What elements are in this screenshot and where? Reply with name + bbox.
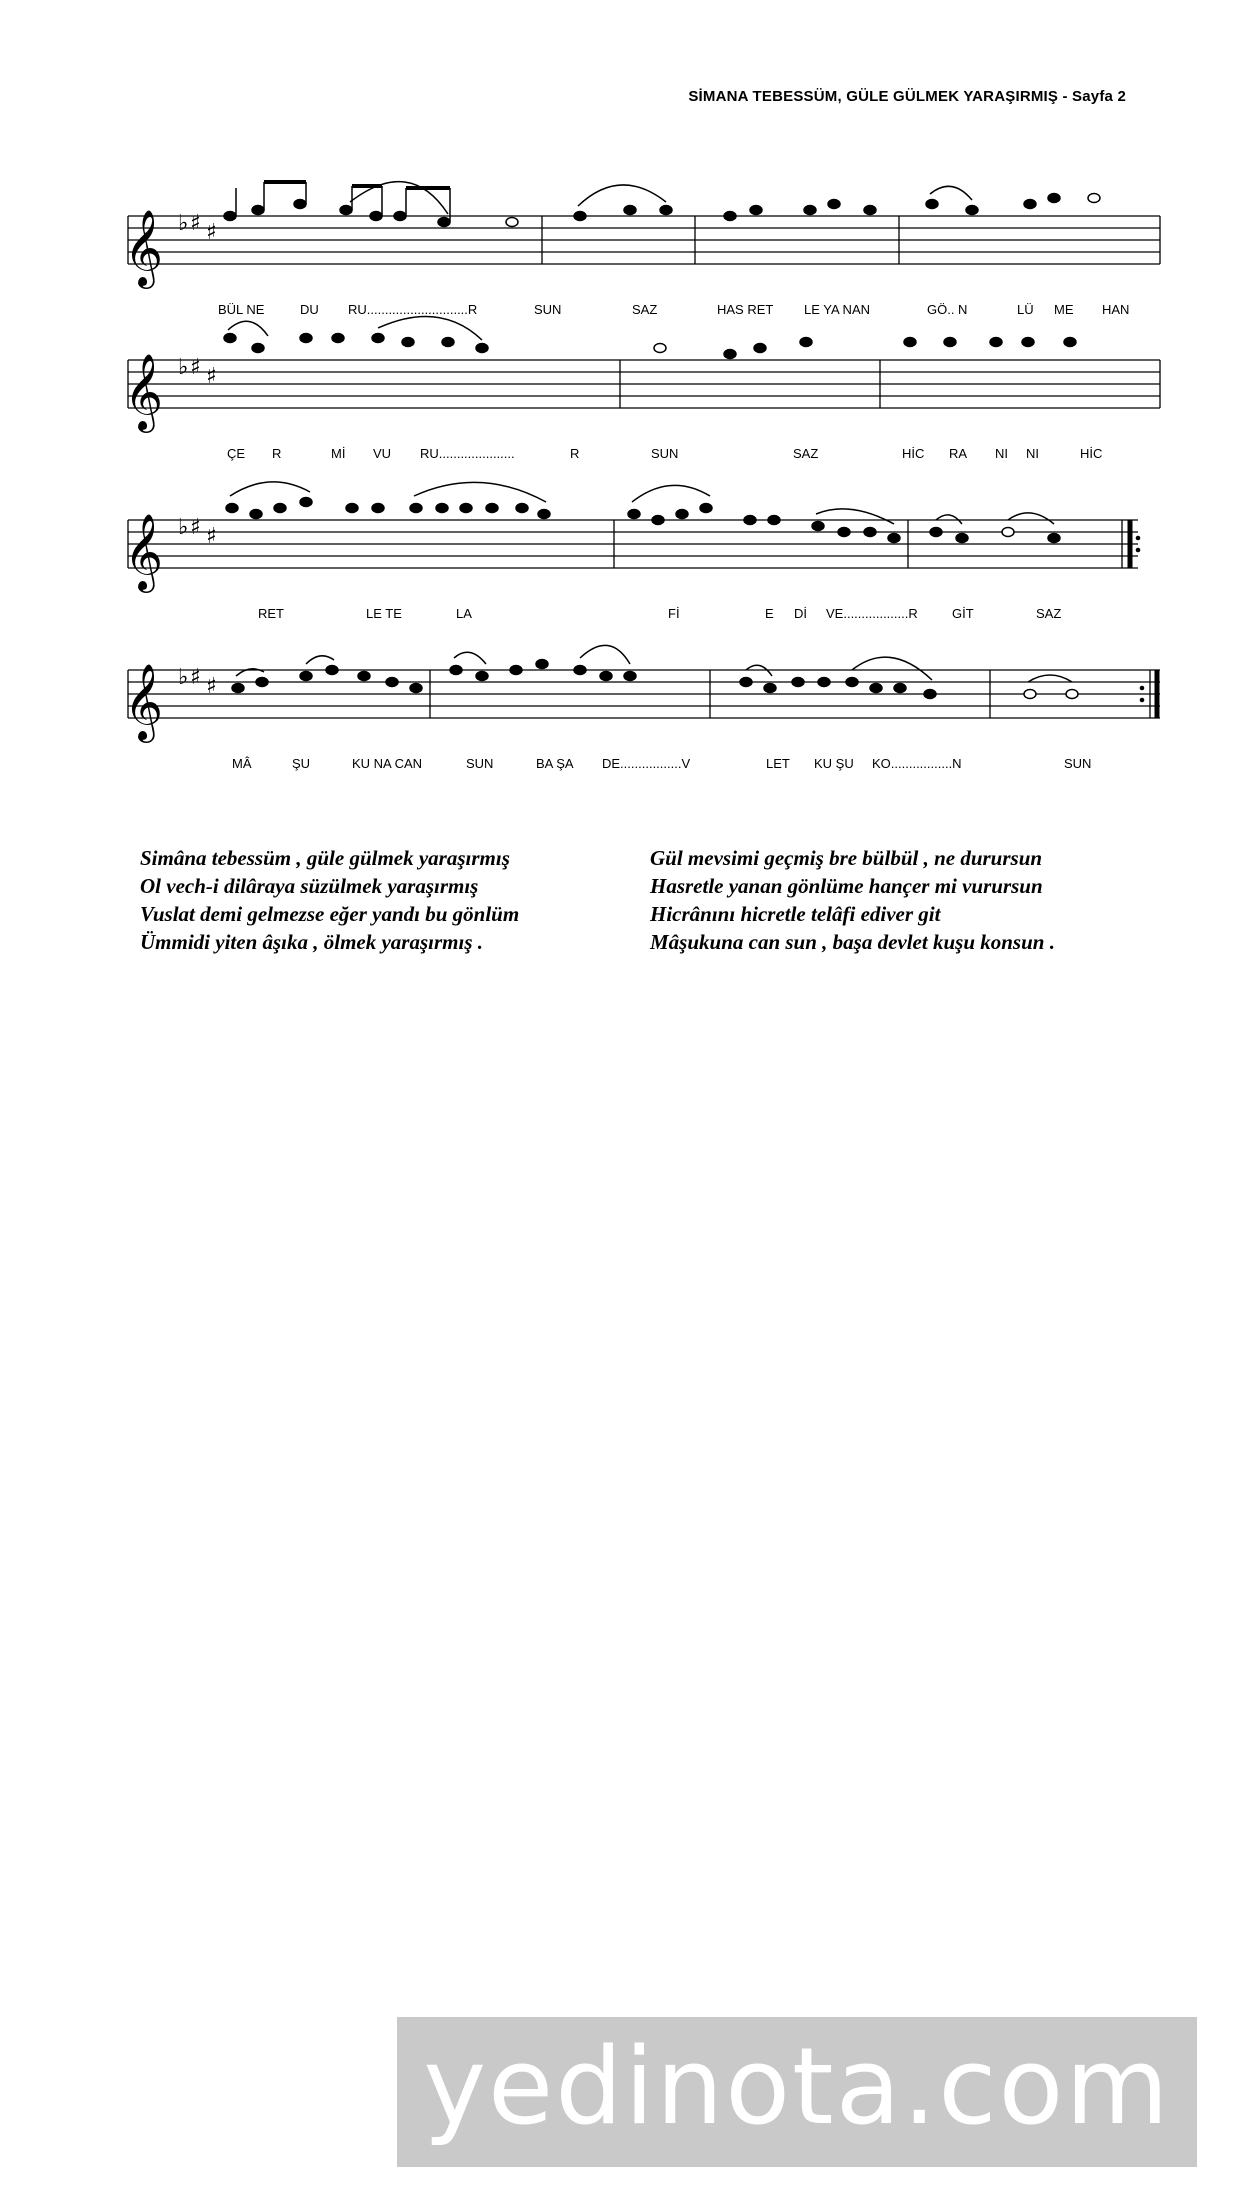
- staff-system-1: [110, 196, 1160, 317]
- lyric-syllable: SAZ: [632, 302, 658, 317]
- svg-text:♭: ♭: [178, 665, 189, 690]
- svg-text:♯: ♯: [190, 355, 201, 380]
- lyric-syllable: RA: [949, 446, 968, 461]
- lyric-syllable: SAZ: [793, 446, 819, 461]
- lyric-syllable: NI: [1026, 446, 1039, 461]
- svg-text:♯: ♯: [206, 364, 217, 389]
- lyric-syllable: RU.....................: [420, 446, 515, 461]
- svg-text:♯: ♯: [206, 674, 217, 699]
- lyric-syllable: SUN: [466, 756, 494, 771]
- music-staff-3: [110, 500, 1160, 610]
- lyric-syllable: Mİ: [331, 446, 346, 461]
- lyric-syllable: LA: [456, 606, 472, 621]
- lyric-syllable: DE.................V: [602, 756, 691, 771]
- lyric-syllable: RET: [258, 606, 284, 621]
- lyric-syllable: LE TE: [366, 606, 402, 621]
- lyric-syllable: MÂ: [232, 756, 252, 771]
- staff-system-4: [110, 650, 1160, 771]
- poem-line: Hasretle yanan gönlüme hançer mi vurursun: [650, 874, 1043, 898]
- lyrics-row-1: [110, 302, 1160, 320]
- svg-text:𝄞: 𝄞: [124, 513, 164, 590]
- lyric-syllable: ME: [1054, 302, 1074, 317]
- lyric-syllable: SUN: [534, 302, 562, 317]
- poem-line: Mâşukuna can sun , başa devlet kuşu konsun .: [650, 930, 1055, 954]
- lyrics-row-4: [110, 756, 1160, 774]
- lyric-syllable: HİC: [1080, 446, 1103, 461]
- poem-line: Ümmidi yiten âşıka , ölmek yaraşırmış .: [140, 930, 484, 954]
- lyric-syllable: RU............................R: [348, 302, 478, 317]
- lyric-syllable: KU NA CAN: [352, 756, 423, 771]
- lyrics-row-2: [110, 446, 1160, 464]
- lyric-syllable: LET: [766, 756, 790, 771]
- lyric-syllable: ÇE: [227, 446, 246, 461]
- svg-text:♭: ♭: [178, 211, 189, 236]
- svg-text:♭: ♭: [178, 515, 189, 540]
- lyric-syllable: HAS RET: [717, 302, 774, 317]
- lyric-syllable: E: [765, 606, 774, 621]
- svg-text:♯: ♯: [190, 515, 201, 540]
- lyric-syllable: DU: [300, 302, 319, 317]
- lyrics-row-3: [110, 606, 1160, 624]
- poem-right-column: [650, 844, 1055, 956]
- lyric-syllable: VE..................R: [826, 606, 918, 621]
- svg-text:𝄞: 𝄞: [124, 209, 164, 286]
- poem-left-column: [140, 844, 519, 956]
- svg-text:♯: ♯: [190, 665, 201, 690]
- svg-text:𝄞: 𝄞: [124, 663, 164, 740]
- lyric-syllable: NI: [995, 446, 1008, 461]
- poem-line: Simâna tebessüm , güle gülmek yaraşırmış: [140, 846, 510, 870]
- lyric-syllable: HAN: [1102, 302, 1130, 317]
- lyric-syllable: ŞU: [292, 756, 311, 771]
- site-watermark: [397, 2017, 1197, 2167]
- lyric-syllable: Dİ: [794, 606, 807, 621]
- lyric-syllable: KU ŞU: [814, 756, 854, 771]
- staff-system-2: [110, 340, 1160, 461]
- lyric-syllable: LÜ: [1017, 302, 1034, 317]
- music-staff-1: [110, 196, 1160, 306]
- lyric-syllable: BA ŞA: [536, 756, 574, 771]
- svg-text:♭: ♭: [178, 355, 189, 380]
- staff-system-3: [110, 500, 1160, 621]
- poem-line: Vuslat demi gelmezse eğer yandı bu gönlüm: [140, 902, 520, 926]
- svg-text:♯: ♯: [190, 211, 201, 236]
- lyric-syllable: GİT: [952, 606, 974, 621]
- lyric-syllable: HİC: [902, 446, 925, 461]
- lyric-syllable: Fİ: [668, 606, 680, 621]
- lyric-syllable: VU: [373, 446, 392, 461]
- page-header-title: SİMANA TEBESSÜM, GÜLE GÜLMEK YARAŞIRMIŞ - Sayfa 2: [688, 88, 1126, 105]
- svg-text:𝄞: 𝄞: [124, 353, 164, 430]
- lyric-syllable: BÜL NE: [218, 302, 265, 317]
- lyric-syllable: LE YA NAN: [804, 302, 870, 317]
- lyric-syllable: R: [570, 446, 580, 461]
- music-staff-2: [110, 340, 1160, 450]
- poem-line: Gül mevsimi geçmiş bre bülbül , ne durursun: [650, 846, 1043, 870]
- lyric-syllable: R: [272, 446, 282, 461]
- svg-text:♯: ♯: [206, 220, 217, 245]
- svg-text:♯: ♯: [206, 524, 217, 549]
- lyric-syllable: SUN: [651, 446, 679, 461]
- poem-line: Ol vech-i dilâraya süzülmek yaraşırmış: [140, 874, 479, 898]
- lyric-syllable: SAZ: [1036, 606, 1062, 621]
- lyric-syllable: SUN: [1064, 756, 1092, 771]
- watermark-text: yedinota.com: [423, 2025, 1171, 2148]
- music-staff-4: [110, 650, 1160, 760]
- poem-line: Hicrânını hicretle telâfi ediver git: [650, 902, 941, 926]
- lyric-syllable: GÖ.. N: [927, 302, 968, 317]
- lyric-syllable: KO.................N: [872, 756, 962, 771]
